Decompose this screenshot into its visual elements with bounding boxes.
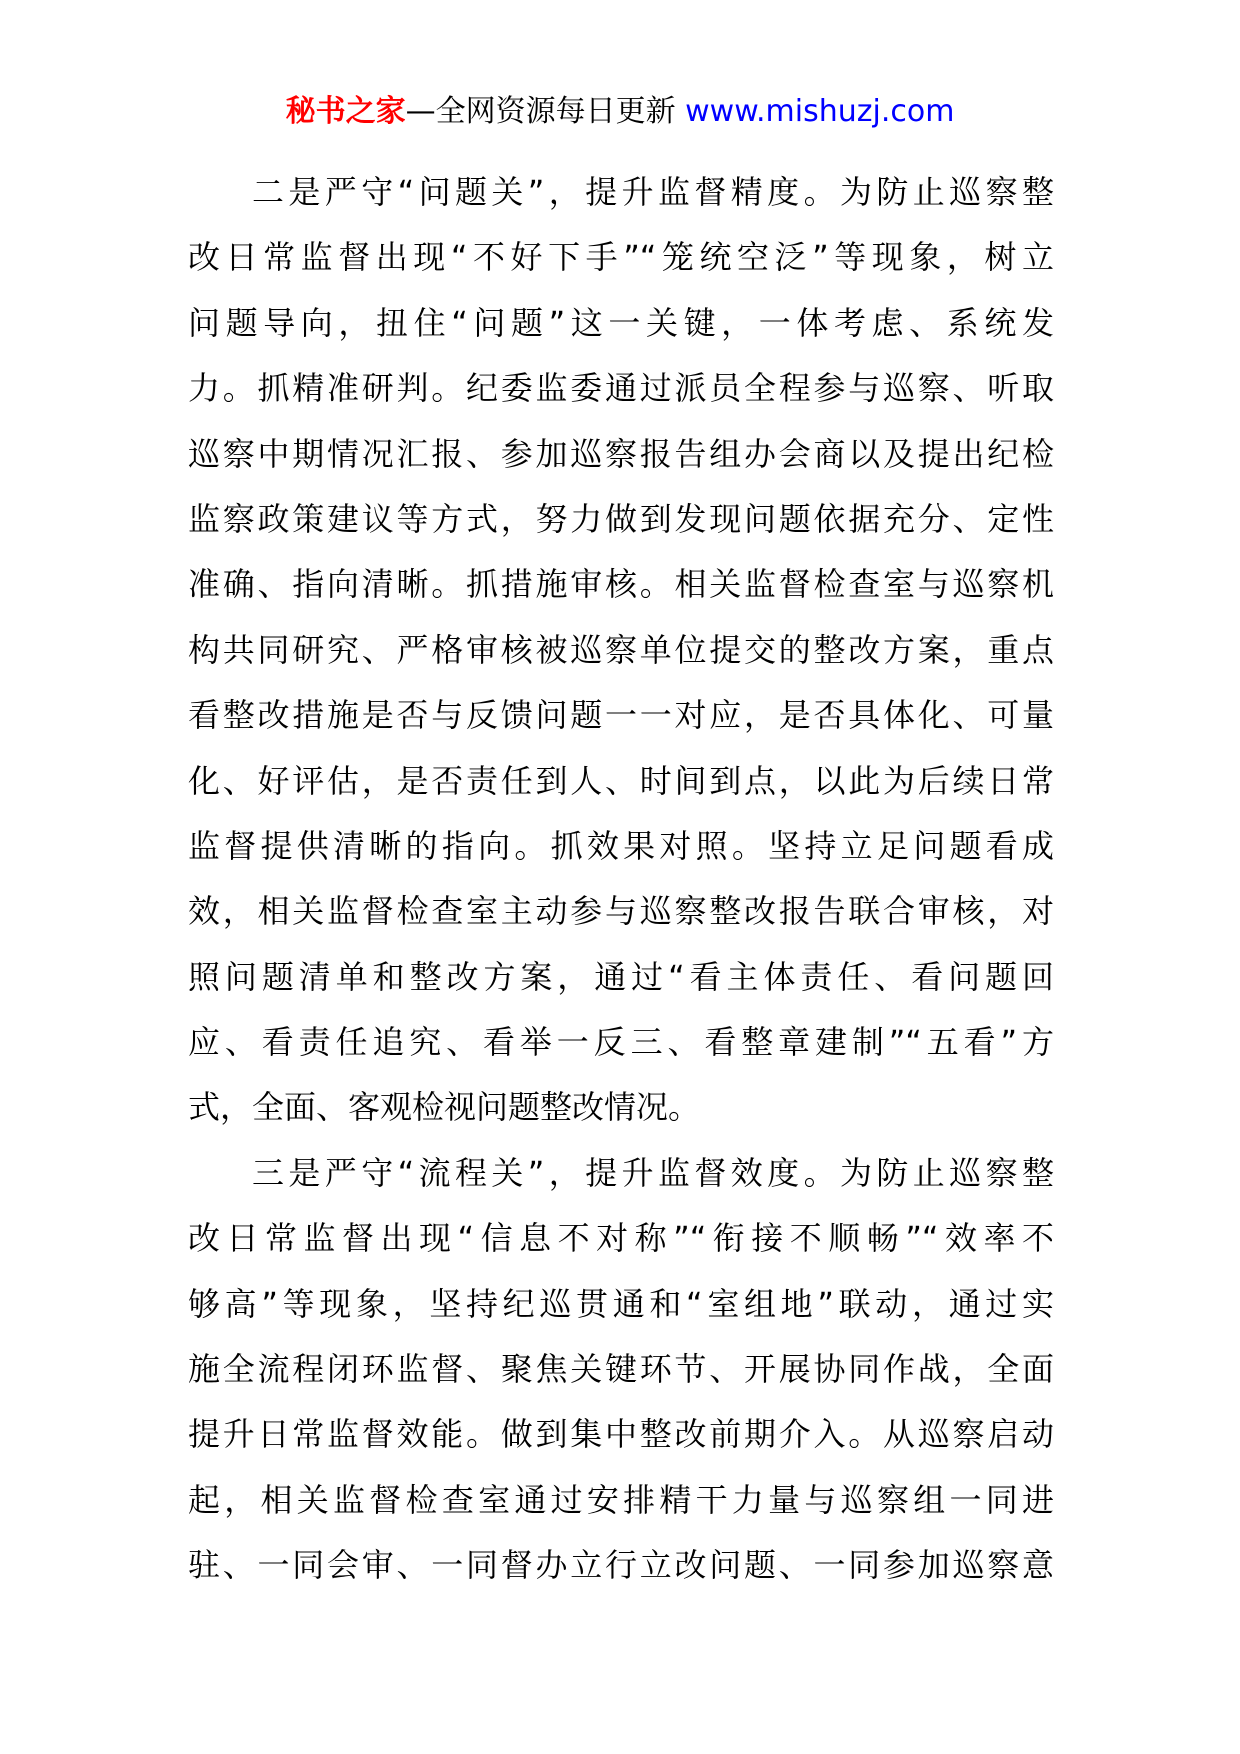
paragraph-line: 问题导向，扭住“问题”这一关键，一体考虑、系统发 xyxy=(188,303,1054,342)
paragraph-line: 应、看责任追究、看举一反三、看整章建制”“五看”方 xyxy=(188,1023,1054,1062)
paragraph-line: 式，全面、客观检视问题整改情况。 xyxy=(188,1088,701,1127)
paragraph-line: 驻、一同会审、一同督办立行立改问题、一同参加巡察意 xyxy=(188,1546,1054,1585)
paragraph-line: 施全流程闭环监督、聚焦关键环节、开展协同作战，全面 xyxy=(188,1350,1054,1389)
paragraph-line: 看整改措施是否与反馈问题一一对应，是否具体化、可量 xyxy=(188,696,1054,735)
paragraph-line: 力。抓精准研判。纪委监委通过派员全程参与巡察、听取 xyxy=(188,369,1054,408)
paragraph-line: 三是严守“流程关”，提升监督效度。为防止巡察整 xyxy=(252,1153,1054,1192)
paragraph-line: 化、好评估，是否责任到人、时间到点，以此为后续日常 xyxy=(188,761,1054,800)
paragraph-line: 照问题清单和整改方案，通过“看主体责任、看问题回 xyxy=(188,957,1054,996)
paragraph-line: 效，相关监督检查室主动参与巡察整改报告联合审核，对 xyxy=(188,892,1054,931)
paragraph-line: 准确、指向清晰。抓措施审核。相关监督检查室与巡察机 xyxy=(188,565,1054,604)
paragraph-process-gate xyxy=(188,1141,1054,1599)
paragraph-line: 二是严守“问题关”，提升监督精度。为防止巡察整 xyxy=(252,173,1054,211)
article-body xyxy=(188,160,1054,1599)
paragraph-line: 提升日常监督效能。做到集中整改前期介入。从巡察启动 xyxy=(188,1415,1054,1454)
site-header-banner xyxy=(0,92,1240,132)
paragraph-line: 够高”等现象，坚持纪巡贯通和“室组地”联动，通过实 xyxy=(188,1284,1054,1323)
paragraph-line: 改日常监督出现“不好下手”“笼统空泛”等现象，树立 xyxy=(188,238,1054,277)
header-tagline: —全网资源每日更新 xyxy=(405,94,686,129)
paragraph-line: 改日常监督出现“信息不对称”“衔接不顺畅”“效率不 xyxy=(188,1219,1054,1258)
paragraph-problem-gate xyxy=(188,160,1054,1141)
paragraph-line: 监察政策建议等方式，努力做到发现问题依据充分、定性 xyxy=(188,499,1054,538)
paragraph-line: 巡察中期情况汇报、参加巡察报告组办会商以及提出纪检 xyxy=(188,434,1054,473)
paragraph-line: 构共同研究、严格审核被巡察单位提交的整改方案，重点 xyxy=(188,630,1054,669)
paragraph-line: 起，相关监督检查室通过安排精干力量与巡察组一同进 xyxy=(188,1480,1054,1519)
brand-name: 秘书之家 xyxy=(285,94,406,129)
paragraph-line: 监督提供清晰的指向。抓效果对照。坚持立足问题看成 xyxy=(188,826,1054,865)
site-url-link[interactable]: www.mishuzj.com xyxy=(685,94,955,129)
